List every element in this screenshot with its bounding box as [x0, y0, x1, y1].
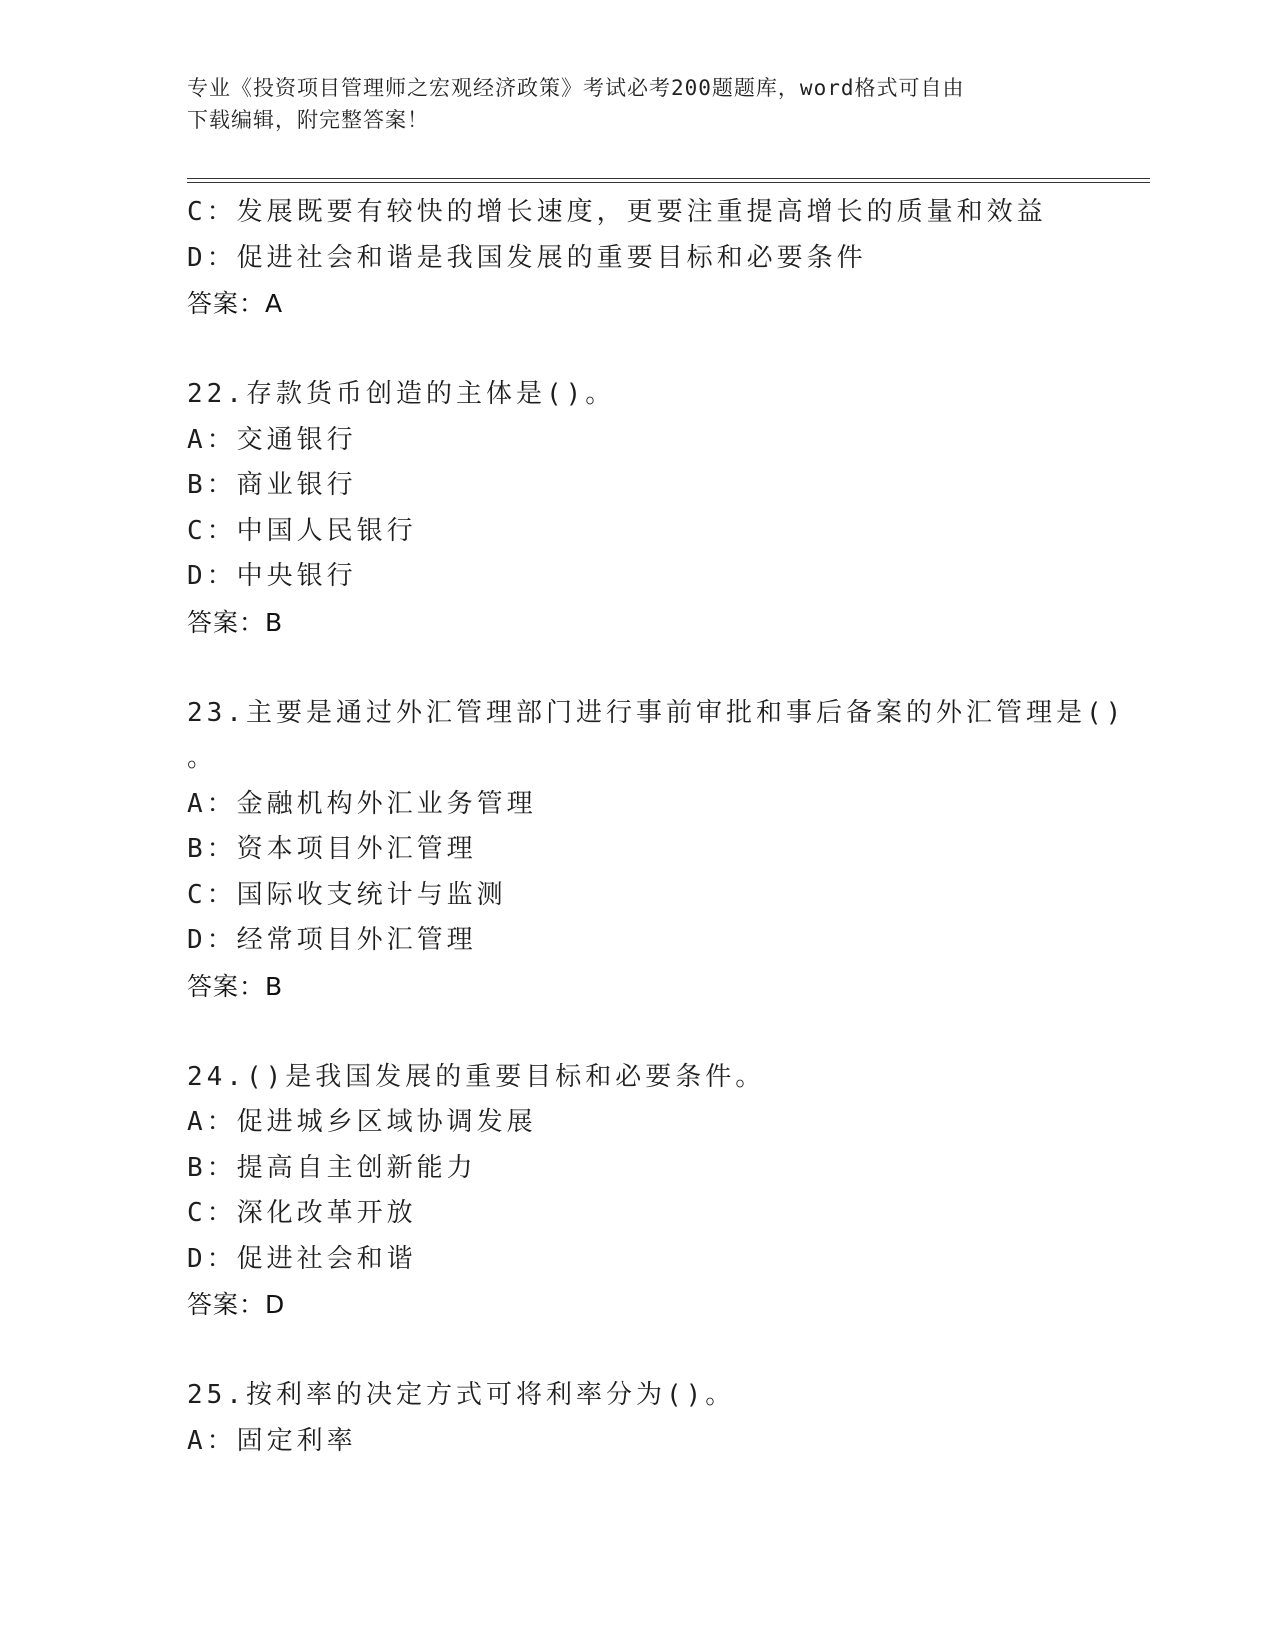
- option-c: C：深化改革开放: [187, 1198, 417, 1228]
- question-list: [187, 190, 1126, 1464]
- option-d: D：经常项目外汇管理: [187, 925, 477, 955]
- option-a: A：固定利率: [187, 1425, 357, 1456]
- answer: 答案：B: [187, 971, 284, 1001]
- question-stem: 23.主要是通过外汇管理部门进行事前审批和事后备案的外汇管理是(): [187, 697, 1126, 728]
- option-d: D：促进社会和谐: [187, 1243, 417, 1274]
- answer: 答案：B: [187, 607, 284, 637]
- question-21-continued: [187, 190, 1087, 327]
- option-d: D：中央银行: [187, 561, 357, 591]
- question-24: [187, 1055, 1087, 1328]
- option-c: C：国际收支统计与监测: [187, 879, 507, 910]
- option-d: D：促进社会和谐是我国发展的重要目标和必要条件: [187, 242, 867, 273]
- option-c: C：发展既要有较快的增长速度，更要注重提高增长的质量和效益: [187, 197, 1047, 227]
- header-divider-top: [187, 178, 1150, 179]
- answer: 答案：A: [187, 289, 284, 318]
- answer: 答案：D: [187, 1290, 286, 1319]
- option-a: A：促进城乡区域协调发展: [187, 1107, 537, 1137]
- option-b: B：资本项目外汇管理: [187, 834, 477, 864]
- question-stem-tail: 。: [187, 743, 218, 773]
- question-25: [187, 1373, 1087, 1464]
- question-23: [187, 691, 1126, 1010]
- question-stem: 25.按利率的决定方式可将利率分为()。: [187, 1380, 736, 1410]
- option-c: C：中国人民银行: [187, 515, 417, 546]
- header-line-1: 专业《投资项目管理师之宏观经济政策》考试必考200题题库，word格式可自由: [187, 76, 965, 100]
- question-stem: 24.()是我国发展的重要目标和必要条件。: [187, 1061, 766, 1092]
- option-b: B：提高自主创新能力: [187, 1152, 477, 1183]
- header-line-2: 下载编辑，附完整答案！: [187, 108, 429, 132]
- option-a: A：交通银行: [187, 424, 357, 455]
- question-22: [187, 372, 1087, 645]
- header-divider-bottom: [187, 182, 1150, 183]
- option-a: A：金融机构外汇业务管理: [187, 788, 537, 819]
- document-header: [187, 72, 1067, 136]
- question-stem: 22.存款货币创造的主体是()。: [187, 379, 616, 409]
- option-b: B：商业银行: [187, 470, 357, 500]
